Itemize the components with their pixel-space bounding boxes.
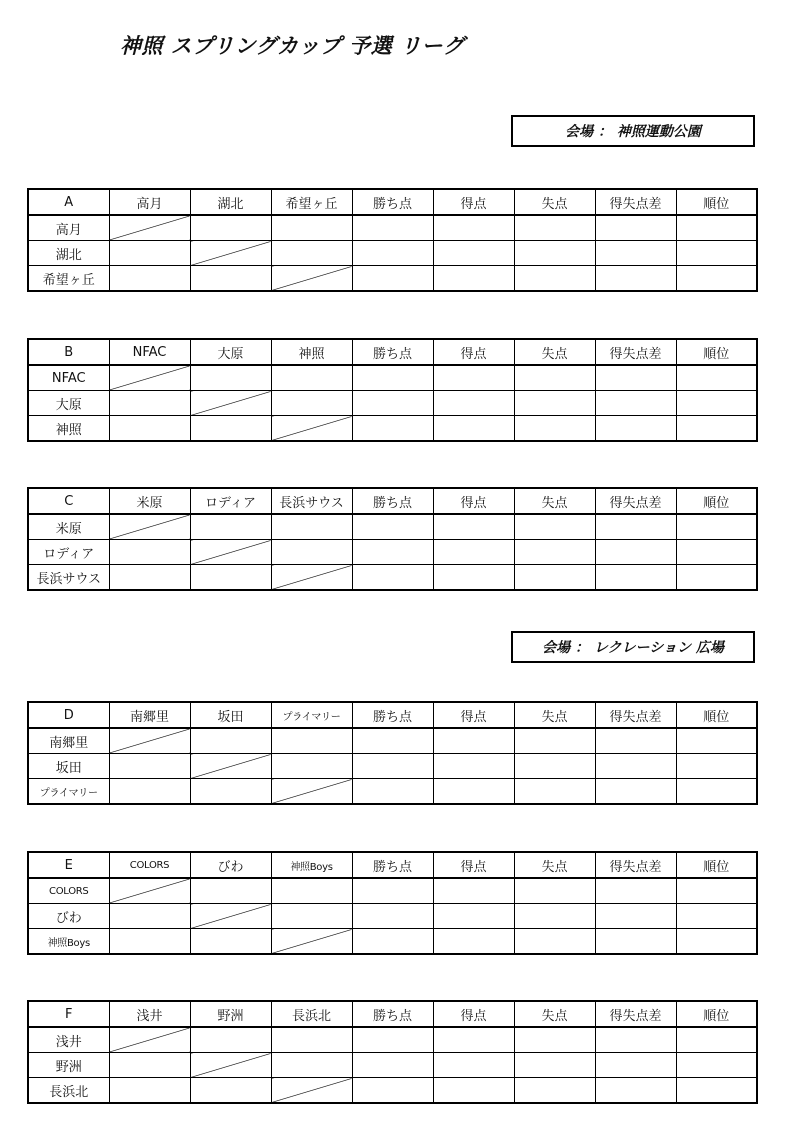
group-table-f [27,1000,758,1104]
table-header-row [28,488,757,514]
team-column-header: 長浜北 [271,1001,352,1027]
stat-column-header: 順位 [676,1001,757,1027]
stat-cell [352,540,433,565]
stat-cell [433,1027,514,1053]
team-row-header: 坂田 [28,754,109,779]
stat-cell [676,754,757,779]
result-cell [109,391,190,416]
stat-cell [514,241,595,266]
result-cell [190,365,271,391]
team-row-header: 長浜サウス [28,565,109,591]
stat-cell [595,365,676,391]
stat-column-header: 得失点差 [595,852,676,878]
result-cell [190,929,271,955]
team-column-header: 長浜サウス [271,488,352,514]
table-row [28,241,757,266]
stat-cell [514,904,595,929]
diagonal-cell [271,266,352,292]
diagonal-cell [271,929,352,955]
stat-cell [514,391,595,416]
team-column-header: 神照 [271,339,352,365]
table-row [28,929,757,955]
table-row [28,878,757,904]
result-cell [190,266,271,292]
stat-cell [514,215,595,241]
stat-cell [514,878,595,904]
stat-column-header: 失点 [514,189,595,215]
stat-cell [595,878,676,904]
team-column-header: プライマリー [271,702,352,728]
diagonal-cell [190,754,271,779]
stat-cell [676,215,757,241]
stat-cell [433,1053,514,1078]
stat-cell [514,1027,595,1053]
result-cell [109,416,190,442]
table-row [28,416,757,442]
stat-cell [433,416,514,442]
stat-column-header: 得点 [433,702,514,728]
stat-column-header: 得点 [433,1001,514,1027]
table-row [28,1053,757,1078]
stat-cell [352,365,433,391]
stat-column-header: 失点 [514,339,595,365]
result-cell [109,1053,190,1078]
stat-cell [595,1053,676,1078]
stat-cell [352,878,433,904]
table-row [28,365,757,391]
stat-column-header: 順位 [676,702,757,728]
table-row [28,754,757,779]
stat-cell [595,754,676,779]
team-column-header: 湖北 [190,189,271,215]
stat-cell [433,391,514,416]
result-cell [271,728,352,754]
diagonal-cell [271,416,352,442]
stat-cell [595,540,676,565]
team-column-header: 希望ヶ丘 [271,189,352,215]
result-cell [271,391,352,416]
team-column-header: 大原 [190,339,271,365]
stat-cell [514,779,595,805]
table-header-row [28,852,757,878]
team-row-header: プライマリー [28,779,109,805]
table-header-row [28,702,757,728]
stat-cell [352,1027,433,1053]
diagonal-cell [109,514,190,540]
stat-cell [595,728,676,754]
stat-cell [595,929,676,955]
stat-column-header: 勝ち点 [352,189,433,215]
team-column-header: 浅井 [109,1001,190,1027]
stat-column-header: 得失点差 [595,702,676,728]
stat-column-header: 失点 [514,852,595,878]
result-cell [109,540,190,565]
table-header-row [28,1001,757,1027]
result-cell [271,514,352,540]
team-row-header: NFAC [28,365,109,391]
team-row-header: 神照Boys [28,929,109,955]
stat-cell [514,416,595,442]
result-cell [190,1027,271,1053]
stat-cell [676,728,757,754]
stat-column-header: 勝ち点 [352,1001,433,1027]
team-column-header: 南郷里 [109,702,190,728]
result-cell [109,241,190,266]
stat-cell [433,365,514,391]
stat-cell [676,878,757,904]
stat-cell [433,266,514,292]
group-table-c [27,487,758,591]
team-row-header: 長浜北 [28,1078,109,1104]
result-cell [271,540,352,565]
group-label: F [28,1001,109,1027]
stat-cell [676,565,757,591]
result-cell [190,215,271,241]
stat-cell [433,754,514,779]
stat-cell [352,266,433,292]
team-row-header: びわ [28,904,109,929]
stat-cell [352,779,433,805]
stat-cell [433,904,514,929]
stat-cell [352,1053,433,1078]
result-cell [109,754,190,779]
stat-column-header: 得失点差 [595,488,676,514]
stat-cell [595,215,676,241]
diagonal-cell [190,540,271,565]
result-cell [271,365,352,391]
result-cell [271,215,352,241]
stat-column-header: 失点 [514,702,595,728]
stat-cell [595,1027,676,1053]
result-cell [190,565,271,591]
result-cell [109,904,190,929]
team-row-header: 野洲 [28,1053,109,1078]
stat-cell [514,540,595,565]
stat-cell [352,728,433,754]
stat-cell [433,565,514,591]
team-column-header: COLORS [109,852,190,878]
stat-cell [352,514,433,540]
diagonal-cell [190,1053,271,1078]
result-cell [271,1053,352,1078]
stat-cell [352,215,433,241]
stat-cell [433,779,514,805]
stat-column-header: 得点 [433,189,514,215]
team-row-header: COLORS [28,878,109,904]
stat-cell [676,1027,757,1053]
result-cell [109,1078,190,1104]
group-table-d [27,701,758,805]
diagonal-cell [109,878,190,904]
team-row-header: 浅井 [28,1027,109,1053]
stat-cell [433,728,514,754]
group-label: D [28,702,109,728]
stat-cell [433,215,514,241]
team-column-header: 神照Boys [271,852,352,878]
result-cell [271,878,352,904]
result-cell [190,1078,271,1104]
table-row [28,540,757,565]
table-row [28,391,757,416]
stat-cell [433,540,514,565]
stat-cell [352,754,433,779]
stat-cell [595,904,676,929]
stat-cell [676,779,757,805]
diagonal-cell [109,215,190,241]
stat-cell [514,754,595,779]
stat-cell [514,929,595,955]
stat-cell [433,514,514,540]
team-row-header: 希望ヶ丘 [28,266,109,292]
result-cell [190,878,271,904]
stat-cell [514,728,595,754]
venue-label-1: 会場 ： 神照運動公園 [511,115,755,147]
stat-cell [514,1053,595,1078]
diagonal-cell [271,565,352,591]
stat-cell [595,391,676,416]
table-row [28,779,757,805]
stat-cell [676,514,757,540]
stat-cell [514,1078,595,1104]
team-column-header: 高月 [109,189,190,215]
stat-cell [352,1078,433,1104]
stat-cell [595,266,676,292]
stat-cell [676,266,757,292]
team-row-header: 高月 [28,215,109,241]
stat-cell [433,1078,514,1104]
stat-cell [352,416,433,442]
result-cell [109,266,190,292]
team-column-header: NFAC [109,339,190,365]
stat-cell [352,565,433,591]
stat-cell [676,540,757,565]
table-row [28,514,757,540]
stat-cell [514,266,595,292]
group-label: B [28,339,109,365]
stat-cell [595,779,676,805]
diagonal-cell [190,241,271,266]
stat-cell [433,929,514,955]
stat-column-header: 勝ち点 [352,488,433,514]
team-row-header: 湖北 [28,241,109,266]
stat-cell [676,391,757,416]
stat-column-header: 勝ち点 [352,852,433,878]
table-row [28,565,757,591]
team-column-header: 坂田 [190,702,271,728]
stat-cell [595,416,676,442]
team-column-header: びわ [190,852,271,878]
stat-column-header: 得失点差 [595,1001,676,1027]
diagonal-cell [271,779,352,805]
team-column-header: 野洲 [190,1001,271,1027]
stat-cell [514,565,595,591]
team-column-header: ロディア [190,488,271,514]
result-cell [190,728,271,754]
stat-cell [676,904,757,929]
group-label: A [28,189,109,215]
stat-column-header: 勝ち点 [352,339,433,365]
stat-cell [595,514,676,540]
stat-cell [352,929,433,955]
stat-column-header: 得点 [433,339,514,365]
stat-cell [676,241,757,266]
stat-cell [352,904,433,929]
diagonal-cell [271,1078,352,1104]
table-header-row [28,189,757,215]
result-cell [190,416,271,442]
venue-label-2: 会場 ： レクレーション 広場 [511,631,755,663]
team-column-header: 米原 [109,488,190,514]
team-row-header: 米原 [28,514,109,540]
stat-column-header: 勝ち点 [352,702,433,728]
stat-column-header: 得失点差 [595,189,676,215]
group-table-a [27,188,758,292]
stat-cell [676,1053,757,1078]
result-cell [109,779,190,805]
stat-cell [352,391,433,416]
result-cell [109,565,190,591]
stat-column-header: 失点 [514,488,595,514]
diagonal-cell [190,904,271,929]
group-label: E [28,852,109,878]
result-cell [190,514,271,540]
result-cell [271,1027,352,1053]
group-label: C [28,488,109,514]
stat-cell [676,416,757,442]
table-row [28,728,757,754]
result-cell [109,929,190,955]
team-row-header: ロディア [28,540,109,565]
stat-cell [595,565,676,591]
diagonal-cell [190,391,271,416]
stat-cell [676,929,757,955]
team-row-header: 大原 [28,391,109,416]
result-cell [271,904,352,929]
group-table-e [27,851,758,955]
table-row [28,266,757,292]
diagonal-cell [109,728,190,754]
diagonal-cell [109,365,190,391]
team-row-header: 神照 [28,416,109,442]
table-row [28,904,757,929]
stat-column-header: 順位 [676,488,757,514]
result-cell [271,754,352,779]
stat-cell [514,365,595,391]
table-row [28,215,757,241]
stat-cell [595,241,676,266]
result-cell [271,241,352,266]
stat-cell [676,1078,757,1104]
table-row [28,1027,757,1053]
page-title: 神照 スプリングカップ 予選 リーグ [120,34,465,58]
stat-column-header: 順位 [676,339,757,365]
stat-column-header: 失点 [514,1001,595,1027]
stat-cell [433,878,514,904]
table-row [28,1078,757,1104]
diagonal-cell [109,1027,190,1053]
group-table-b [27,338,758,442]
stat-column-header: 得点 [433,852,514,878]
stat-cell [352,241,433,266]
stat-cell [595,1078,676,1104]
team-row-header: 南郷里 [28,728,109,754]
stat-column-header: 得点 [433,488,514,514]
result-cell [190,779,271,805]
stat-column-header: 順位 [676,189,757,215]
stat-column-header: 順位 [676,852,757,878]
stat-column-header: 得失点差 [595,339,676,365]
stat-cell [433,241,514,266]
stat-cell [514,514,595,540]
table-header-row [28,339,757,365]
stat-cell [676,365,757,391]
